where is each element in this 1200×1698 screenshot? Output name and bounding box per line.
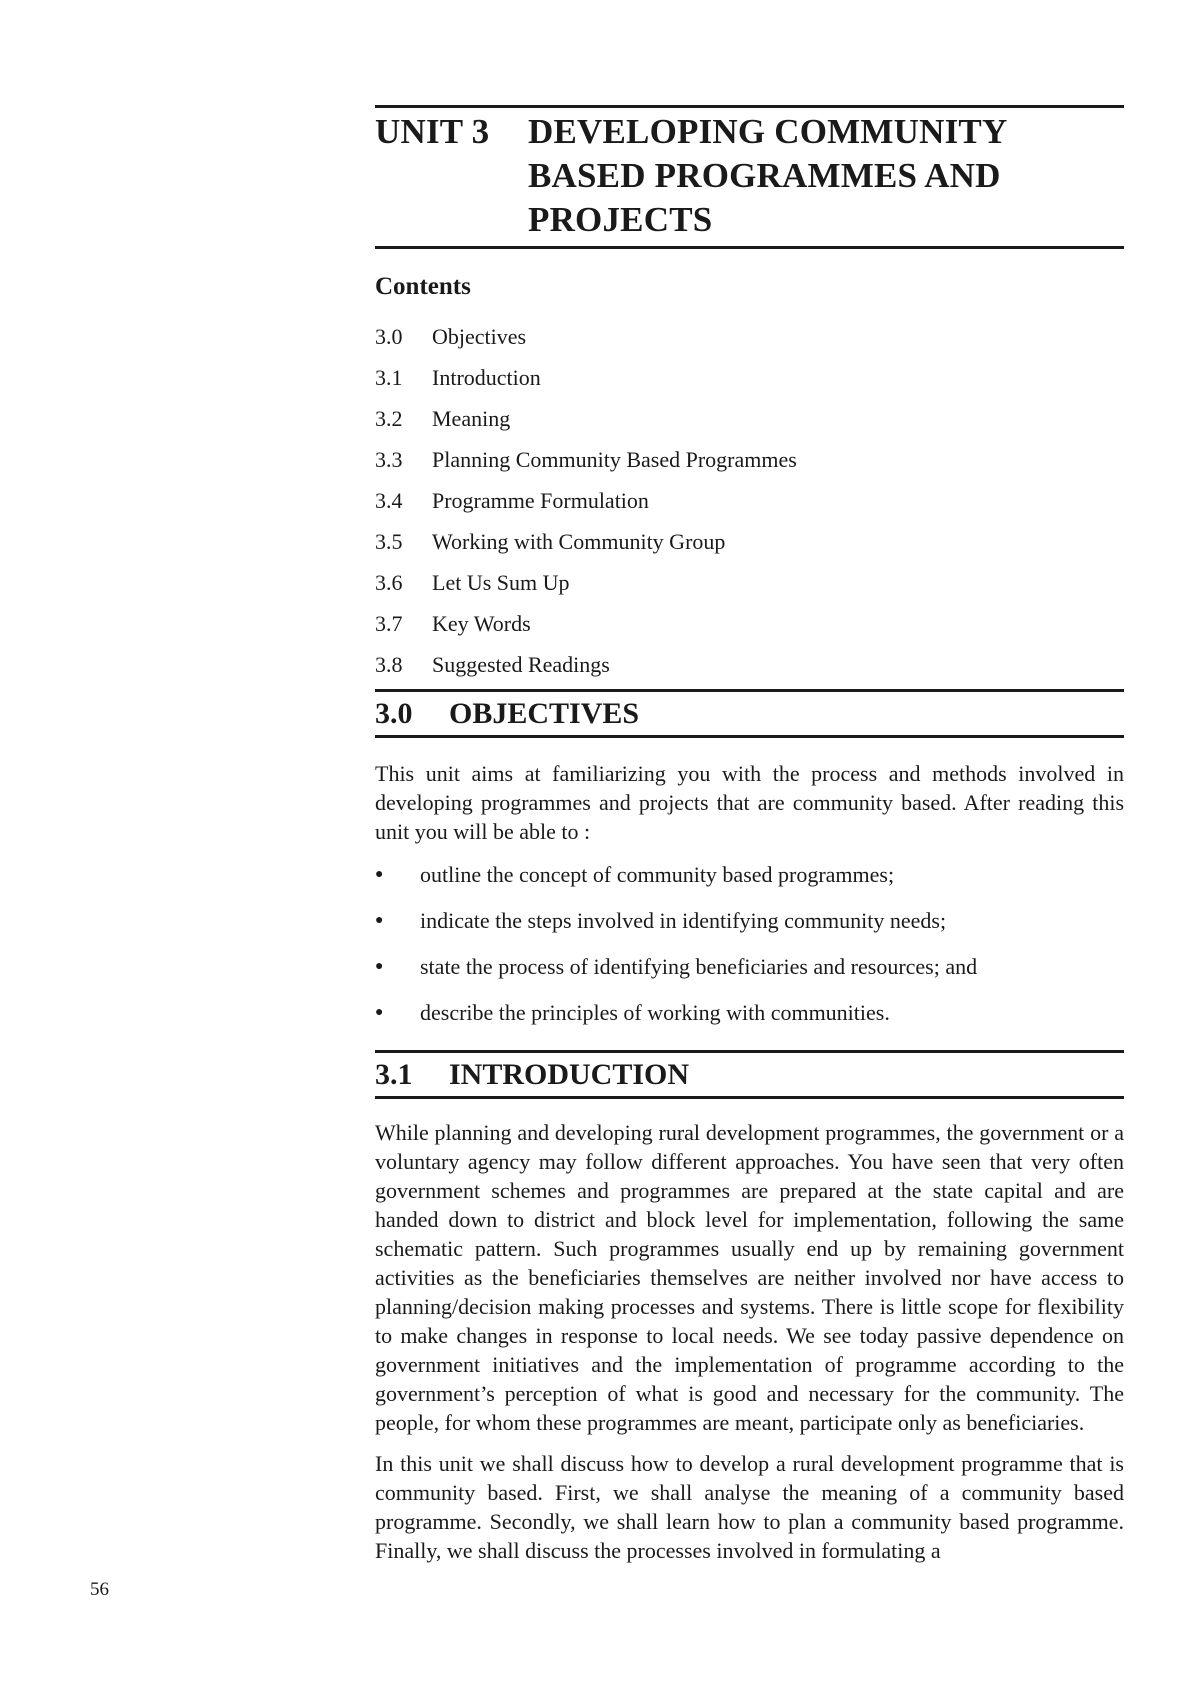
toc-item-number: 3.6 bbox=[375, 570, 403, 595]
toc-item-number: 3.2 bbox=[375, 406, 403, 431]
unit-title-row bbox=[375, 108, 1124, 246]
toc-item-label: Suggested Readings bbox=[432, 652, 610, 677]
introduction-section bbox=[375, 1050, 1124, 1565]
unit-label: UNIT 3 bbox=[375, 112, 490, 151]
toc-item-number: 3.3 bbox=[375, 447, 403, 472]
bullet-icon: ● bbox=[375, 913, 384, 928]
list-item-text: outline the concept of community based programmes; bbox=[420, 862, 895, 887]
introduction-paragraph: While planning and developing rural development programmes, the government or a voluntary agency may follow different approaches. You have seen that very often government schemes and programmes are prepared at the state capital and are handed down to district and block level for implementation, following the same schematic pattern. Such programmes usually end up by remaining government activities as the beneficiaries themselves are neither involved nor have access to planning/decision making processes and systems. There is little scope for flexibility to make changes in response to local needs. We see today passive dependence on government initiatives and the implementation of programme according to the government’s perception of what is good and necessary for the community. The people, for whom these programmes are meant, participate only as beneficiaries. bbox=[375, 1120, 1124, 1435]
toc-item-label: Key Words bbox=[432, 611, 531, 636]
toc-item-number: 3.0 bbox=[375, 324, 403, 349]
toc-item-number: 3.8 bbox=[375, 652, 403, 677]
section-bottom-rule bbox=[375, 1096, 1124, 1099]
introduction-paragraph: In this unit we shall discuss how to develop a rural development programme that is community based. First, we shall analyse the meaning of a community based programme. Secondly, we shall learn how to plan a community based programme. Finally, we shall discuss the processes involved in formulating a bbox=[375, 1451, 1124, 1563]
list-item-text: describe the principles of working with communities. bbox=[420, 1000, 890, 1025]
toc-item-label: Introduction bbox=[432, 365, 541, 390]
section-title: INTRODUCTION bbox=[449, 1058, 690, 1091]
toc-item-label: Planning Community Based Programmes bbox=[432, 447, 797, 472]
list-item-text: state the process of identifying beneficiaries and resources; and bbox=[420, 954, 978, 979]
objectives-list bbox=[375, 852, 1124, 1036]
unit-title-line: PROJECTS bbox=[528, 200, 713, 239]
toc-item bbox=[375, 398, 1124, 439]
bullet-icon: ● bbox=[375, 959, 384, 974]
list-item bbox=[375, 898, 1124, 944]
toc-item-label: Meaning bbox=[432, 406, 511, 431]
section-title: OBJECTIVES bbox=[449, 697, 640, 730]
toc-item bbox=[375, 357, 1124, 398]
toc-item-number: 3.1 bbox=[375, 365, 403, 390]
unit-header bbox=[375, 105, 1124, 685]
toc-item bbox=[375, 316, 1124, 357]
toc-item-label: Working with Community Group bbox=[432, 529, 726, 554]
toc-item-number: 3.4 bbox=[375, 488, 403, 513]
toc-item-label: Programme Formulation bbox=[432, 488, 649, 513]
section-heading bbox=[375, 692, 1124, 735]
toc-item-label: Let Us Sum Up bbox=[432, 570, 570, 595]
table-of-contents bbox=[375, 316, 1124, 685]
section-number: 3.1 bbox=[375, 1058, 413, 1091]
contents-heading: Contents bbox=[375, 273, 471, 300]
objectives-section bbox=[375, 689, 1124, 1036]
bullet-icon: ● bbox=[375, 867, 384, 882]
toc-item bbox=[375, 439, 1124, 480]
toc-item-number: 3.5 bbox=[375, 529, 403, 554]
section-number: 3.0 bbox=[375, 697, 413, 730]
toc-item bbox=[375, 521, 1124, 562]
unit-title bbox=[528, 110, 1007, 242]
list-item-text: indicate the steps involved in identifying community needs; bbox=[420, 908, 947, 933]
list-item bbox=[375, 944, 1124, 990]
section-bottom-rule bbox=[375, 735, 1124, 738]
page-number: 56 bbox=[90, 1579, 109, 1600]
title-bottom-rule bbox=[375, 246, 1124, 249]
toc-item bbox=[375, 480, 1124, 521]
list-item bbox=[375, 990, 1124, 1036]
toc-item bbox=[375, 603, 1124, 644]
list-item bbox=[375, 852, 1124, 898]
bullet-icon: ● bbox=[375, 1005, 384, 1020]
objectives-intro: This unit aims at familiarizing you with the process and methods involved in developing programmes and projects that are community based. After reading this unit you will be able to : bbox=[375, 761, 1124, 844]
toc-item bbox=[375, 644, 1124, 685]
unit-title-line: DEVELOPING COMMUNITY bbox=[528, 112, 1008, 151]
toc-item bbox=[375, 562, 1124, 603]
toc-item-label: Objectives bbox=[432, 324, 527, 349]
section-heading bbox=[375, 1053, 1124, 1096]
unit-title-line: BASED PROGRAMMES AND bbox=[528, 156, 1001, 195]
toc-item-number: 3.7 bbox=[375, 611, 403, 636]
